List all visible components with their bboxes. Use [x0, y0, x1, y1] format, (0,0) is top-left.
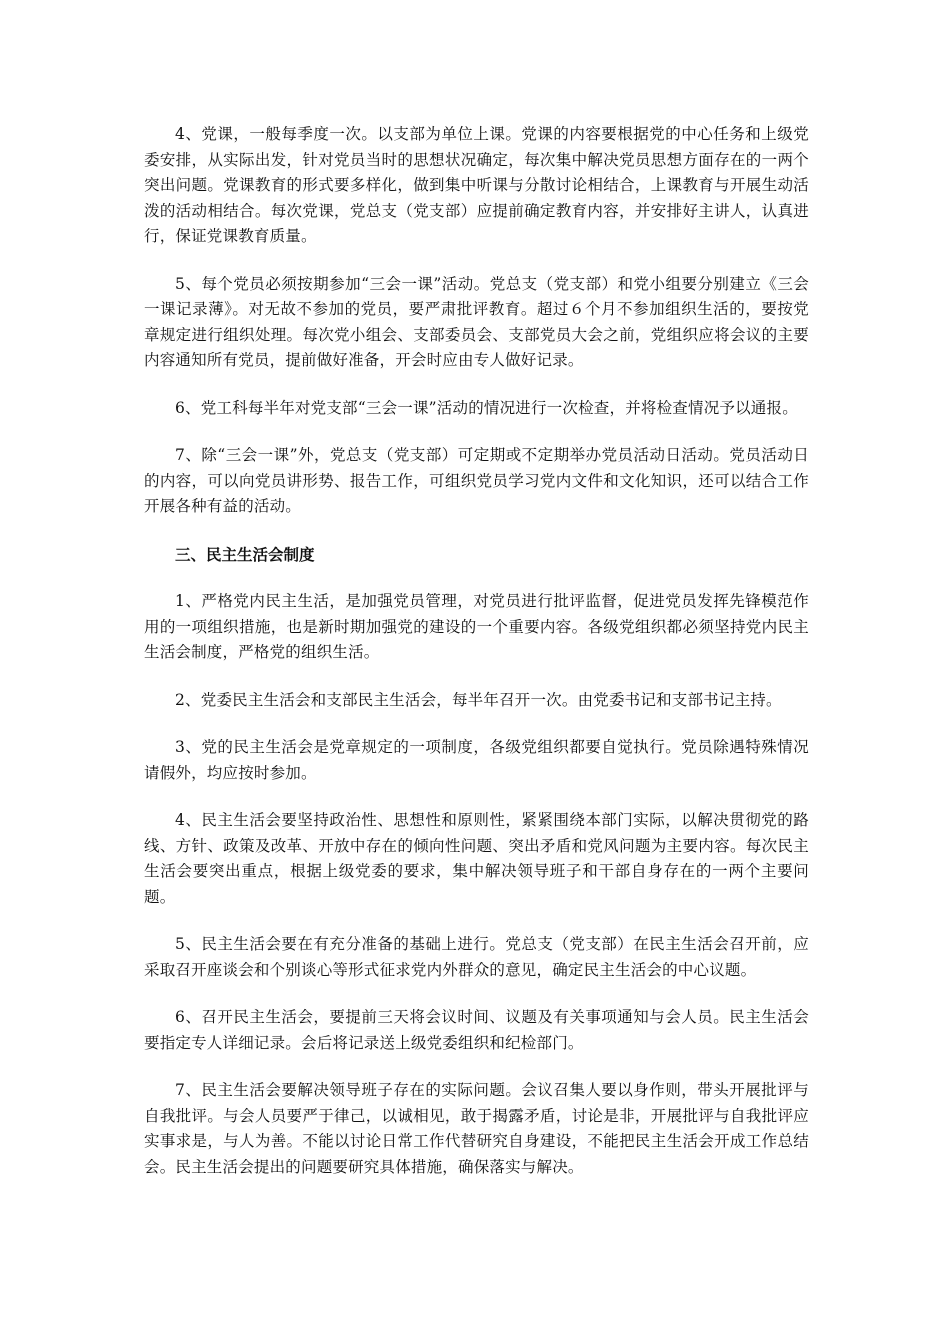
- paragraph-democratic-life-5: 5、民主生活会要在有充分准备的基础上进行。党总支（党支部）在民主生活会召开前，应采取召开座谈会和个别谈心等形式征求党内外群众的意见，确定民主生活会的中心议题。: [144, 935, 809, 979]
- paragraph-democratic-life-1: 1、严格党内民主生活，是加强党员管理，对党员进行批评监督，促进党员发挥先锋模范作用的一项组织措施，也是新时期加强党的建设的一个重要内容。各级党组织都必须坚持党内民主生活会制度，严格党的组织生活。: [144, 592, 809, 661]
- paragraph-semiannual-inspection: 6、党工科每半年对党支部“三会一课”活动的情况进行一次检查，并将检查情况予以通报。: [175, 398, 798, 417]
- paragraph-democratic-life-6: 6、召开民主生活会，要提前三天将会议时间、议题及有关事项通知与会人员。民主生活会要指定专人详细记录。会后将记录送上级党委组织和纪检部门。: [144, 1008, 809, 1052]
- paragraph-democratic-life-2: 2、党委民主生活会和支部民主生活会，每半年召开一次。由党委书记和支部书记主持。: [175, 690, 782, 709]
- paragraph-party-lecture: 4、党课，一般每季度一次。以支部为单位上课。党课的内容要根据党的中心任务和上级党委安排，从实际出发，针对党员当时的思想状况确定，每次集中解决党员思想方面存在的一两个突出问题。党课教育的形式要多样化，做到集中听课与分散讨论相结合，上课教育与开展生动活泼的活动相结合。每次党课，党总支（党支部）应提前确定教育内容，并安排好主讲人，认真进行，保证党课教育质量。: [144, 125, 809, 245]
- paragraph-activity-day: 7、除“三会一课”外，党总支（党支部）可定期或不定期举办党员活动日活动。党员活动日的内容，可以向党员讲形势、报告工作，可组织党员学习党内文件和文化知识，还可以结合工作开展各种有益的活动。: [144, 446, 809, 515]
- paragraph-democratic-life-4: 4、民主生活会要坚持政治性、思想性和原则性，紧紧围绕本部门实际，以解决贯彻党的路线、方针、政策及改革、开放中存在的倾向性问题、突出矛盾和党风问题为主要内容。每次民主生活会要突出重点，根据上级党委的要求，集中解决领导班子和干部自身存在的一两个主要问题。: [144, 811, 809, 906]
- paragraph-democratic-life-3: 3、党的民主生活会是党章规定的一项制度，各级党组织都要自觉执行。党员除遇特殊情况请假外，均应按时参加。: [144, 738, 809, 782]
- document-page: [144, 122, 809, 1202]
- section-heading: 三、民主生活会制度: [175, 544, 315, 564]
- paragraph-democratic-life-7: 7、民主生活会要解决领导班子存在的实际问题。会议召集人要以身作则，带头开展批评与自我批评。与会人员要严于律己，以诚相见，敢于揭露矛盾，讨论是非，开展批评与自我批评应实事求是，与人为善。不能以讨论日常工作代替研究自身建设，不能把民主生活会开成工作总结会。民主生活会提出的问题要研究具体措施，确保落实与解决。: [144, 1081, 809, 1176]
- paragraph-three-meetings-attendance: 5、每个党员必须按期参加“三会一课”活动。党总支（党支部）和党小组要分别建立《三会一课记录薄》。对无故不参加的党员，要严肃批评教育。超过６个月不参加组织生活的，要按党章规定进行组织处理。每次党小组会、支部委员会、支部党员大会之前，党组织应将会议的主要内容通知所有党员，提前做好准备，开会时应由专人做好记录。: [144, 274, 809, 369]
